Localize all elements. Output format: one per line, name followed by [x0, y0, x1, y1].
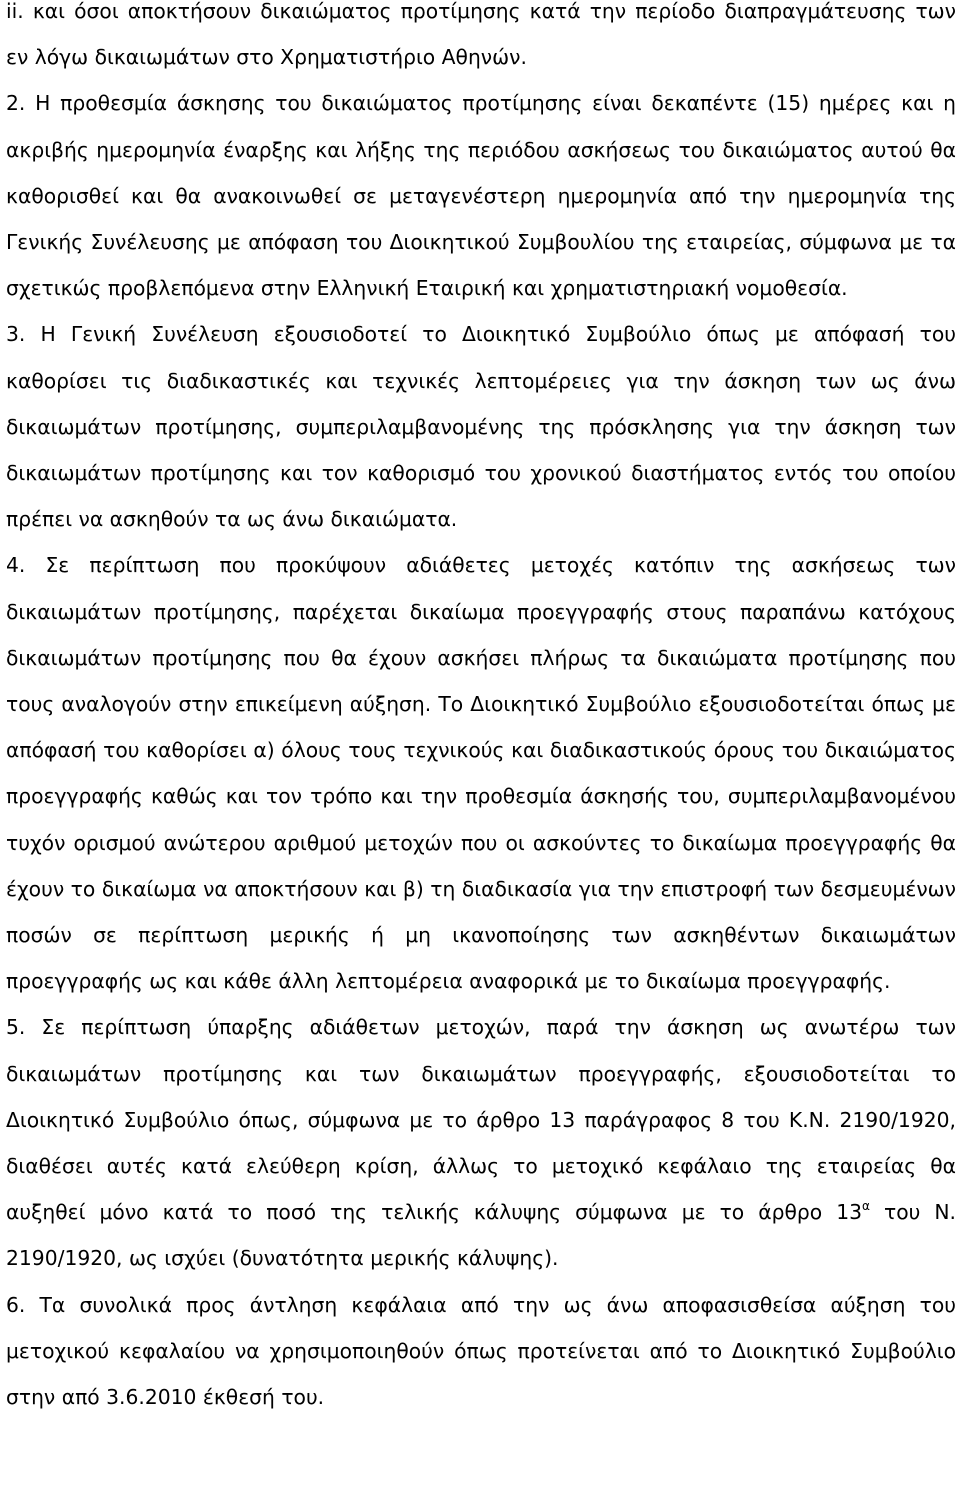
paragraph-5-text-after: του Ν. 2190/1920, ως ισχύει (δυνατότητα μερικής κάλυψης). [6, 1200, 956, 1271]
paragraph-2: 2. Η προθεσμία άσκησης του δικαιώματος προτίμησης είναι δεκαπέντε (15) ημέρες και η ακριβής ημερομηνία έναρξης και λήξης της περιόδου ασκήσεως του δικαιώματος αυτού θα καθορισθεί και θα ανακοινωθεί σε μεταγενέστερη ημερομηνία από την ημερομηνία της Γενικής Συνέλευσης με απόφαση του Διοικητικού Συμβουλίου της εταιρείας, σύμφωνα με τα σχετικώς προβλεπόμενα στην Ελληνική Εταιρική και χρηματιστηριακή νομοθεσία. [6, 91, 956, 301]
paragraph-4: 4. Σε περίπτωση που προκύψουν αδιάθετες μετοχές κατόπιν της ασκήσεως των δικαιωμάτων προτίμησης, παρέχεται δικαίωμα προεγγραφής στους παραπάνω κατόχους δικαιωμάτων προτίμησης που θα έχουν ασκήσει πλήρως τα δικαιώματα προτίμησης που τους αναλογούν στην επικείμενη αύξηση. Το Διοικητικό Συμβούλιο εξουσιοδοτείται όπως με απόφασή του καθορίσει α) όλους τους τεχνικούς και διαδικαστικούς όρους του δικαιώματος προεγγραφής καθώς και τον τρόπο και την προθεσμία άσκησής του, συμπεριλαμβανομένου τυχόν ορισμού ανώτερου αριθμού μετοχών που οι ασκούντες το δικαίωμα προεγγραφής θα έχουν το δικαίωμα να αποκτήσουν και β) τη διαδικασία για την επιστροφή των δεσμευμένων ποσών σε περίπτωση μερικής ή μη ικανοποίησης των ασκηθέντων δικαιωμάτων προεγγραφής ως και κάθε άλλη λεπτομέρεια αναφορικά με το δικαίωμα προεγγραφής. [6, 553, 956, 994]
paragraph-ii: ii. και όσοι αποκτήσουν δικαιώματος προτίμησης κατά την περίοδο διαπραγμάτευσης των εν λόγω δικαιωμάτων στο Χρηματιστήριο Αθηνών. [6, 0, 956, 70]
paragraph-5-superscript: α [862, 1198, 870, 1213]
paragraph-3: 3. Η Γενική Συνέλευση εξουσιοδοτεί το Διοικητικό Συμβούλιο όπως με απόφασή του καθορίσει τις διαδικαστικές και τεχνικές λεπτομέρειες για την άσκηση των ως άνω δικαιωμάτων προτίμησης, συμπεριλαμβανομένης της πρόσκλησης για την άσκηση των δικαιωμάτων προτίμησης και τον καθορισμό του χρονικού διαστήματος εντός του οποίου πρέπει να ασκηθούν τα ως άνω δικαιώματα. [6, 322, 956, 532]
paragraph-5 [6, 1004, 956, 1281]
paragraph-5-text-before: 5. Σε περίπτωση ύπαρξης αδιάθετων μετοχών, παρά την άσκηση ως ανωτέρω των δικαιωμάτων προτίμησης και των δικαιωμάτων προεγγραφής, εξουσιοδοτείται το Διοικητικό Συμβούλιο όπως, σύμφωνα με το άρθρο 13 παράγραφος 8 του Κ.Ν. 2190/1920, διαθέσει αυτές κατά ελεύθερη κρίση, άλλως το μετοχικό κεφάλαιο της εταιρείας θα αυξηθεί μόνο κατά το ποσό της τελικής κάλυψης σύμφωνα με το άρθρο 13 [6, 1015, 956, 1225]
document-page [6, 0, 956, 1420]
paragraph-6: 6. Τα συνολικά προς άντληση κεφάλαια από την ως άνω αποφασισθείσα αύξηση του μετοχικού κεφαλαίου να χρησιμοποιηθούν όπως προτείνεται από το Διοικητικό Συμβούλιο στην από 3.6.2010 έκθεσή του. [6, 1292, 956, 1410]
